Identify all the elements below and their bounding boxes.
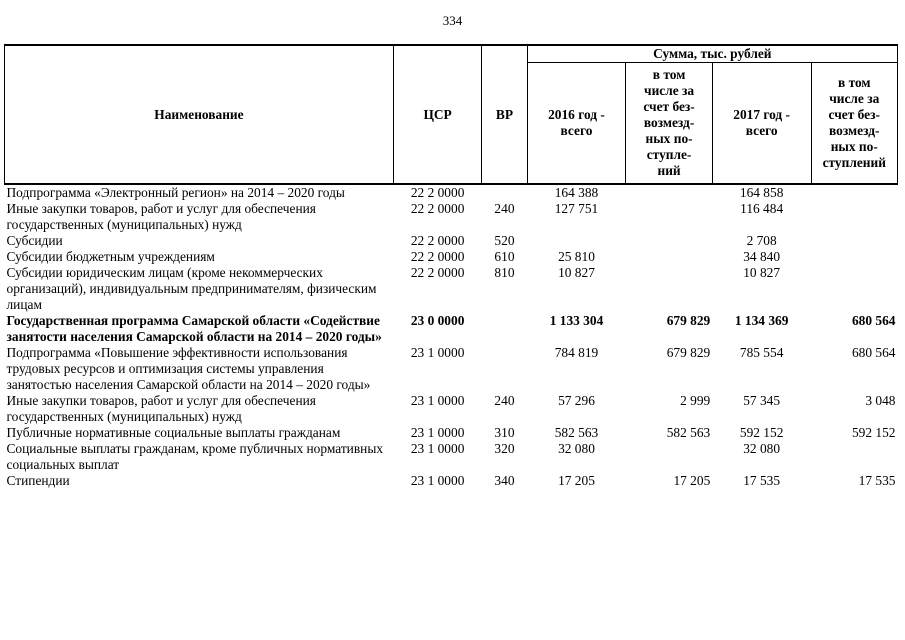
cell-2016-total: 127 751 bbox=[554, 201, 599, 216]
cell-2017-total: 785 554 bbox=[739, 345, 784, 360]
cell-2017-total: 2 708 bbox=[746, 233, 777, 248]
cell-csr: 23 1 0000 bbox=[410, 425, 465, 440]
cell-2017-grants: 680 564 bbox=[851, 313, 896, 328]
cell-2017-grants: 17 535 bbox=[858, 473, 896, 488]
cell-name: Субсидии bbox=[6, 233, 63, 248]
header-2016-grants: в том числе за счет без-возмезд-ных по-ступле-ний bbox=[626, 63, 712, 185]
cell-2016-total: 582 563 bbox=[554, 425, 599, 440]
cell-2017-total: 32 080 bbox=[743, 441, 781, 456]
cell-2016-grants: 679 829 bbox=[666, 313, 711, 328]
cell-2016-grants bbox=[626, 201, 712, 233]
cell-2016-total: 10 827 bbox=[558, 265, 595, 280]
cell-2016-total: 57 296 bbox=[558, 393, 595, 408]
cell-csr: 23 0 0000 bbox=[410, 313, 465, 328]
cell-vr bbox=[482, 184, 527, 201]
table-row bbox=[5, 201, 898, 233]
cell-vr: 610 bbox=[494, 249, 515, 264]
cell-name: Социальные выплаты гражданам, кроме публичных нормативных социальных выплат bbox=[6, 441, 384, 472]
cell-name: Подпрограмма «Электронный регион» на 2014 – 2020 годы bbox=[6, 185, 345, 200]
cell-2016-total: 164 388 bbox=[554, 185, 599, 200]
cell-2017-total: 116 484 bbox=[740, 201, 784, 216]
cell-vr: 340 bbox=[494, 473, 515, 488]
cell-2017-total: 34 840 bbox=[743, 249, 781, 264]
table-row bbox=[5, 425, 898, 441]
budget-table bbox=[4, 44, 898, 489]
cell-2017-total: 592 152 bbox=[739, 425, 784, 440]
cell-2016-grants bbox=[626, 184, 712, 201]
cell-name: Субсидии бюджетным учреждениям bbox=[6, 249, 215, 264]
cell-2017-total: 164 858 bbox=[739, 185, 784, 200]
cell-csr: 23 1 0000 bbox=[410, 345, 465, 360]
cell-2017-grants bbox=[811, 265, 897, 313]
table-header bbox=[5, 45, 898, 184]
cell-vr: 240 bbox=[494, 393, 515, 408]
cell-2016-total: 17 205 bbox=[558, 473, 595, 488]
header-2017-total: 2017 год - всего bbox=[712, 63, 811, 185]
table-row bbox=[5, 313, 898, 345]
header-csr: ЦСР bbox=[393, 45, 481, 184]
cell-2016-grants: 2 999 bbox=[680, 393, 711, 408]
cell-csr: 23 1 0000 bbox=[410, 393, 465, 408]
cell-name: Стипендии bbox=[6, 473, 70, 488]
cell-csr: 22 2 0000 bbox=[410, 249, 465, 264]
cell-name: Субсидии юридическим лицам (кроме некоммерческих организаций), индивидуальным предпринимателям, физическим лицам bbox=[6, 265, 377, 312]
cell-name: Подпрограмма «Повышение эффективности использования трудовых ресурсов и оптимизация системы управления занятостью населения Самарской области на 2014 – 2020 годы» bbox=[6, 345, 371, 392]
header-name: Наименование bbox=[5, 45, 394, 184]
cell-2016-total bbox=[527, 233, 626, 249]
cell-csr: 22 2 0000 bbox=[410, 233, 465, 248]
cell-2016-total: 1 133 304 bbox=[549, 313, 604, 328]
table-row bbox=[5, 441, 898, 473]
cell-2017-grants bbox=[811, 201, 897, 233]
cell-2017-grants bbox=[811, 249, 897, 265]
table-row bbox=[5, 249, 898, 265]
cell-2016-grants: 582 563 bbox=[666, 425, 711, 440]
header-vr: ВР bbox=[482, 45, 527, 184]
cell-2017-grants: 680 564 bbox=[851, 345, 896, 360]
cell-csr: 22 2 0000 bbox=[410, 265, 465, 280]
cell-2016-total: 784 819 bbox=[554, 345, 599, 360]
header-2016-total: 2016 год - всего bbox=[527, 63, 626, 185]
table-row bbox=[5, 184, 898, 201]
cell-csr: 22 2 0000 bbox=[410, 185, 465, 200]
cell-vr: 810 bbox=[494, 265, 515, 280]
cell-2016-total: 25 810 bbox=[558, 249, 595, 264]
cell-2017-total: 10 827 bbox=[743, 265, 781, 280]
table-row bbox=[5, 265, 898, 313]
cell-csr: 22 2 0000 bbox=[410, 201, 465, 216]
cell-2017-total: 57 345 bbox=[743, 393, 781, 408]
table-row bbox=[5, 473, 898, 489]
cell-csr: 23 1 0000 bbox=[410, 473, 465, 488]
cell-name: Иные закупки товаров, работ и услуг для обеспечения государственных (муниципальных) нужд bbox=[6, 393, 316, 424]
table-row bbox=[5, 233, 898, 249]
table-row bbox=[5, 393, 898, 425]
cell-vr bbox=[482, 313, 527, 345]
cell-2016-grants: 679 829 bbox=[666, 345, 711, 360]
cell-2017-total: 17 535 bbox=[743, 473, 781, 488]
cell-vr: 320 bbox=[494, 441, 515, 456]
cell-2016-grants bbox=[626, 249, 712, 265]
cell-2017-grants: 592 152 bbox=[851, 425, 896, 440]
cell-2016-grants: 17 205 bbox=[673, 473, 711, 488]
cell-2017-grants bbox=[811, 441, 897, 473]
cell-2017-grants bbox=[811, 184, 897, 201]
table-body bbox=[5, 184, 898, 489]
cell-2017-grants bbox=[811, 233, 897, 249]
header-sum-group: Сумма, тыс. рублей bbox=[527, 45, 897, 63]
cell-2016-grants bbox=[626, 441, 712, 473]
cell-vr: 310 bbox=[494, 425, 515, 440]
cell-name: Иные закупки товаров, работ и услуг для обеспечения государственных (муниципальных) нужд bbox=[6, 201, 316, 232]
header-2017-grants: в том числе за счет без-возмезд-ных по-ступлений bbox=[811, 63, 897, 185]
cell-2016-grants bbox=[626, 265, 712, 313]
cell-2017-grants: 3 048 bbox=[865, 393, 896, 408]
page-number: 334 bbox=[442, 13, 463, 28]
cell-name: Государственная программа Самарской области «Содействие занятости населения Самарской области на 2014 – 2020 годы» bbox=[6, 313, 382, 344]
cell-2016-grants bbox=[626, 233, 712, 249]
cell-name: Публичные нормативные социальные выплаты гражданам bbox=[6, 425, 341, 440]
cell-vr: 240 bbox=[494, 201, 515, 216]
cell-2017-total: 1 134 369 bbox=[734, 313, 789, 328]
cell-vr: 520 bbox=[494, 233, 515, 248]
table-row bbox=[5, 345, 898, 393]
cell-2016-total: 32 080 bbox=[558, 441, 595, 456]
cell-csr: 23 1 0000 bbox=[410, 441, 465, 456]
cell-vr bbox=[482, 345, 527, 393]
